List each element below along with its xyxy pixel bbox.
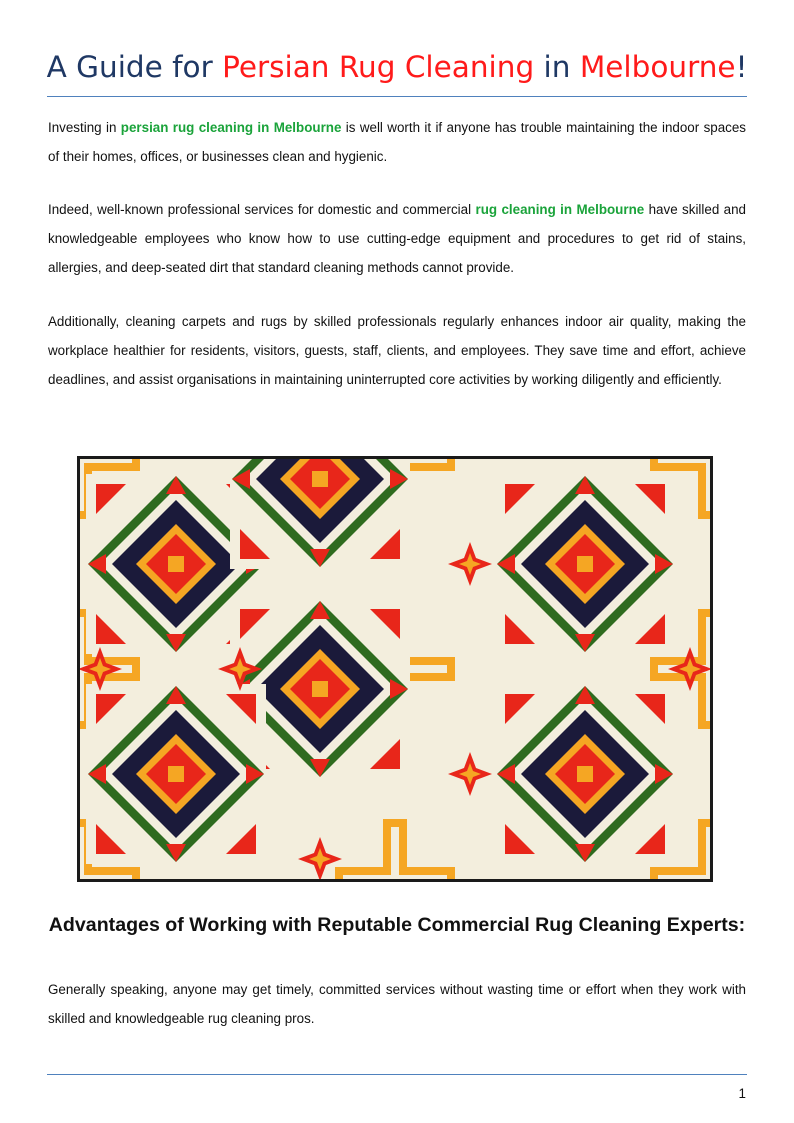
paragraph-2-text-after: have skilled and knowledgeable employees who know how to use cutting-edge equipment and procedures to get rid of stains, allergies, and deep-seated dirt that standard cleaning methods cannot provide. xyxy=(48,202,747,275)
page-number: 1 xyxy=(738,1086,746,1101)
title-highlight-1: Persian Rug Cleaning xyxy=(222,50,535,84)
persian-rug-cleaning-link[interactable]: persian rug cleaning in Melbourne xyxy=(120,120,342,135)
paragraph-1-text-after: is well worth it if anyone has trouble maintaining the indoor spaces of their homes, offices, or businesses clean and hygienic. xyxy=(48,120,746,164)
title-highlight-2: Melbourne xyxy=(579,50,736,84)
paragraph-2-text-before: Indeed, well-known professional services for domestic and commercial xyxy=(48,202,476,217)
title-part-3: ! xyxy=(735,50,748,84)
paragraph-3: Additionally, cleaning carpets and rugs by skilled professionals regularly enhances indoor air quality, making the workplace healthier for residents, visitors, guests, staff, clients, and employees. They save time and effort, achieve deadlines, and assist organisations in maintaining uninterrupted core activities by working diligently and efficiently. xyxy=(48,314,746,387)
rug-cleaning-link[interactable]: rug cleaning in Melbourne xyxy=(475,202,645,217)
page-title xyxy=(0,50,794,84)
paragraph-4: Generally speaking, anyone may get timely, committed services without wasting time or effort when they work with skilled and knowledgeable rug cleaning pros. xyxy=(48,982,746,1026)
title-divider xyxy=(47,96,747,97)
footer-divider xyxy=(47,1074,747,1075)
title-part-2: in xyxy=(534,50,580,84)
paragraph-1 xyxy=(48,113,746,171)
title-part-1: A Guide for xyxy=(46,50,223,84)
persian-rug-image xyxy=(77,456,713,882)
paragraph-2 xyxy=(48,195,746,282)
paragraph-1-text-before: Investing in xyxy=(48,120,121,135)
section-heading: Advantages of Working with Reputable Commercial Rug Cleaning Experts: xyxy=(48,914,746,936)
